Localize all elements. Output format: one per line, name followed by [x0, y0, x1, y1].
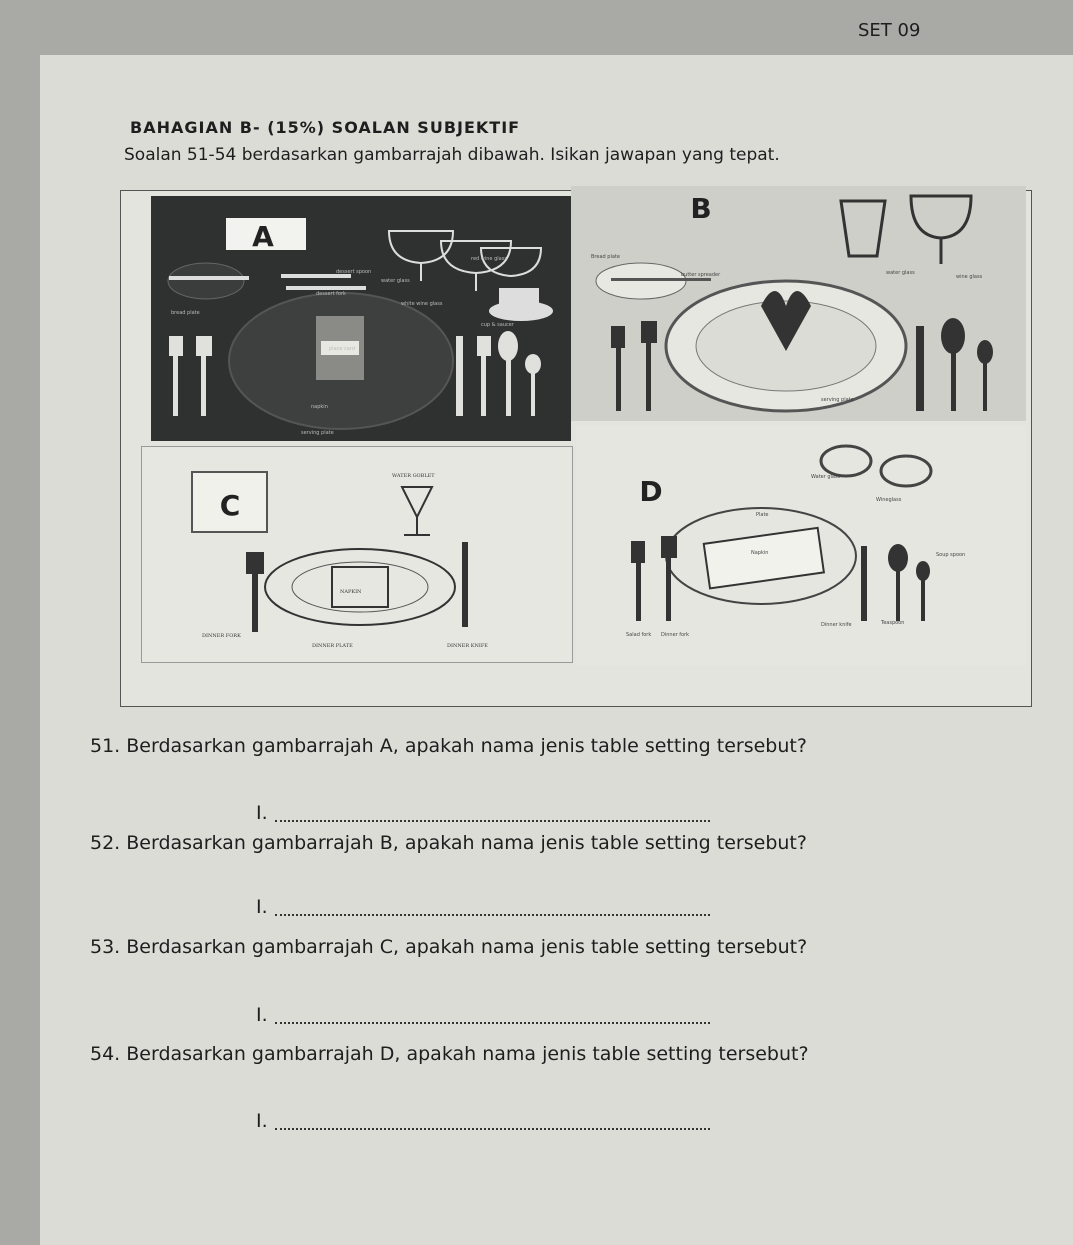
answer-line-54[interactable] [275, 1128, 710, 1130]
panel-a-illustration [151, 196, 571, 441]
panel-c [141, 446, 573, 663]
table-setting-figure [120, 190, 1032, 707]
svg-text:water glass: water glass [886, 270, 915, 276]
svg-text:WATER GOBLET: WATER GOBLET [392, 473, 435, 479]
answer-prefix-51: I. [256, 802, 268, 824]
svg-text:Soup spoon: Soup spoon [936, 552, 966, 558]
panel-b-letter: B [690, 192, 712, 225]
svg-text:water glass: water glass [381, 278, 410, 284]
svg-text:Plate: Plate [756, 512, 769, 518]
panel-d-illustration [576, 426, 1026, 666]
svg-text:Wineglass: Wineglass [876, 497, 902, 503]
panel-a [151, 196, 571, 441]
panel-d [576, 426, 1026, 666]
svg-text:Teaspoon: Teaspoon [881, 620, 905, 626]
question-54: 54. Berdasarkan gambarrajah D, apakah nama jenis table setting tersebut? [90, 1043, 809, 1065]
svg-text:Dinner knife: Dinner knife [821, 622, 852, 628]
svg-text:DINNER FORK: DINNER FORK [202, 633, 241, 639]
svg-text:cup & saucer: cup & saucer [481, 322, 514, 328]
panel-a-letter: A [252, 220, 274, 253]
question-53: 53. Berdasarkan gambarrajah C, apakah nama jenis table setting tersebut? [90, 936, 808, 958]
svg-text:Bread plate: Bread plate [591, 254, 620, 260]
question-52: 52. Berdasarkan gambarrajah B, apakah nama jenis table setting tersebut? [90, 832, 807, 854]
svg-text:white wine glass: white wine glass [401, 301, 443, 307]
svg-text:serving plate: serving plate [821, 397, 854, 403]
svg-text:red wine glass: red wine glass [471, 256, 507, 262]
answer-line-51[interactable] [275, 820, 710, 822]
svg-text:dessert fork: dessert fork [316, 291, 346, 297]
svg-text:Napkin: Napkin [751, 550, 769, 556]
answer-line-52[interactable] [275, 914, 710, 916]
question-51: 51. Berdasarkan gambarrajah A, apakah nama jenis table setting tersebut? [90, 735, 807, 757]
svg-text:bread plate: bread plate [171, 310, 200, 316]
svg-text:Salad fork: Salad fork [626, 632, 652, 638]
answer-prefix-54: I. [256, 1110, 268, 1132]
answer-prefix-52: I. [256, 896, 268, 918]
panel-b-illustration [571, 186, 1026, 421]
svg-text:serving plate: serving plate [301, 430, 334, 436]
svg-text:dessert spoon: dessert spoon [336, 269, 372, 275]
instruction-text: Soalan 51-54 berdasarkan gambarrajah dibawah. Isikan jawapan yang tepat. [124, 145, 780, 165]
svg-text:Water glass: Water glass [811, 474, 841, 480]
svg-text:DINNER KNIFE: DINNER KNIFE [447, 643, 488, 649]
svg-text:butter spreader: butter spreader [681, 272, 721, 278]
panel-d-letter: D [639, 475, 663, 508]
svg-text:napkin: napkin [311, 404, 328, 410]
panel-c-illustration [142, 447, 572, 662]
answer-prefix-53: I. [256, 1004, 268, 1026]
panel-c-letter: C [219, 489, 241, 522]
svg-text:NAPKIN: NAPKIN [340, 589, 362, 595]
panel-b [571, 186, 1026, 421]
svg-text:DINNER PLATE: DINNER PLATE [312, 643, 353, 649]
svg-text:Dinner fork: Dinner fork [661, 632, 690, 638]
section-heading: BAHAGIAN B- (15%) SOALAN SUBJEKTIF [130, 118, 521, 137]
answer-line-53[interactable] [275, 1022, 710, 1024]
svg-text:wine glass: wine glass [956, 274, 983, 280]
set-label: SET 09 [858, 20, 921, 41]
svg-text:place card: place card [329, 346, 355, 352]
